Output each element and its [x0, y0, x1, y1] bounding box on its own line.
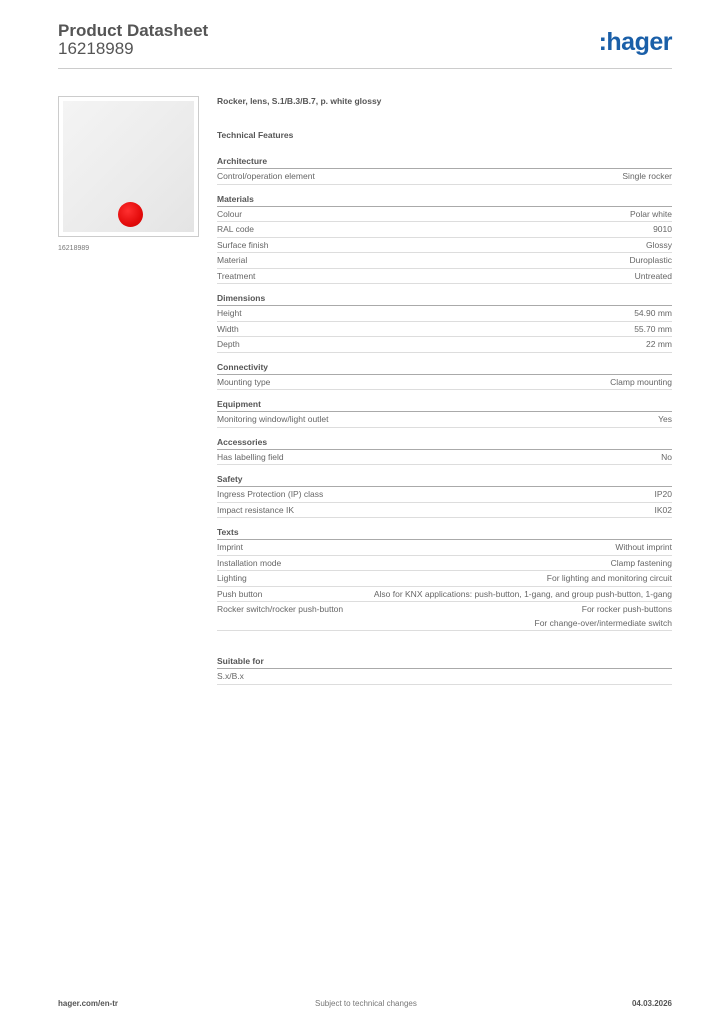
section-suitable — [217, 656, 672, 685]
feature-value: 55.70 mm — [634, 323, 672, 334]
feature-row — [217, 375, 672, 391]
feature-value: IK02 — [654, 504, 672, 515]
footer-date: 04.03.2026 — [631, 999, 672, 1008]
feature-row — [217, 337, 672, 353]
feature-label: Imprint — [217, 542, 243, 552]
feature-row — [217, 587, 672, 603]
footer-url: hager.com/en-tr — [58, 999, 119, 1008]
section-title: Connectivity — [217, 362, 672, 375]
feature-label: Width — [217, 323, 239, 334]
feature-value: Untreated — [634, 270, 672, 281]
logo-text: hager — [606, 28, 672, 56]
feature-value: For rocker push-buttons For change-over/intermediate switch — [534, 604, 672, 628]
feature-value: Single rocker — [622, 171, 672, 181]
section-architecture — [217, 156, 672, 185]
feature-label: Installation mode — [217, 557, 282, 568]
feature-row — [217, 450, 672, 466]
section-dimensions — [217, 293, 672, 353]
feature-row — [217, 503, 672, 519]
feature-value: Duroplastic — [629, 255, 672, 265]
section-title: Suitable for — [217, 656, 672, 669]
feature-value: 22 mm — [646, 339, 672, 349]
feature-label: Material — [217, 255, 248, 265]
page-title: Product Datasheet — [58, 21, 209, 40]
feature-row — [217, 269, 672, 285]
feature-row — [217, 253, 672, 269]
product-image-frame — [58, 96, 199, 237]
feature-row — [217, 169, 672, 185]
feature-row — [217, 222, 672, 238]
header-divider — [58, 68, 672, 69]
footer-note: Subject to technical changes — [315, 999, 417, 1008]
section-spacer — [217, 640, 672, 656]
feature-label: S.x/B.x — [217, 671, 244, 681]
technical-features-heading: Technical Features — [217, 130, 294, 140]
section-accessories — [217, 437, 672, 466]
section-title: Dimensions — [217, 293, 672, 306]
feature-label: Height — [217, 308, 242, 318]
section-texts — [217, 527, 672, 631]
feature-row — [217, 487, 672, 503]
product-number: 16218989 — [58, 39, 134, 58]
feature-row — [217, 322, 672, 338]
section-title: Texts — [217, 527, 672, 540]
feature-label: Push button — [217, 588, 263, 599]
feature-row — [217, 556, 672, 572]
feature-value: 9010 — [653, 224, 672, 234]
feature-value: Without imprint — [615, 542, 672, 552]
feature-label: Depth — [217, 339, 240, 349]
feature-row — [217, 207, 672, 223]
feature-label: Treatment — [217, 270, 256, 281]
product-name: Rocker, lens, S.1/B.3/B.7, p. white glossy — [217, 96, 382, 106]
section-safety — [217, 474, 672, 518]
feature-value: No — [661, 451, 672, 462]
section-equipment — [217, 399, 672, 428]
feature-value: Clamp mounting — [610, 376, 672, 387]
feature-label: Mounting type — [217, 376, 271, 387]
hager-logo — [599, 28, 672, 57]
feature-label: Ingress Protection (IP) class — [217, 489, 324, 499]
feature-row — [217, 412, 672, 428]
feature-label: Impact resistance IK — [217, 504, 295, 515]
logo-colon: : — [598, 28, 607, 56]
feature-value: Also for KNX applications: push-button, 1-gang, and group push-button, 1-gang — [373, 588, 672, 599]
section-title: Materials — [217, 194, 672, 207]
feature-row — [217, 238, 672, 254]
red-lens-dot — [118, 202, 143, 227]
section-materials — [217, 194, 672, 285]
feature-value: For lighting and monitoring circuit — [546, 573, 672, 583]
section-title: Accessories — [217, 437, 672, 450]
section-title: Safety — [217, 474, 672, 487]
feature-row — [217, 602, 672, 631]
feature-value: 54.90 mm — [634, 308, 672, 318]
feature-row — [217, 306, 672, 322]
feature-value: Clamp fastening — [610, 557, 672, 568]
feature-label: Surface finish — [217, 239, 269, 250]
feature-value — [244, 670, 672, 684]
feature-label: Monitoring window/light outlet — [217, 414, 329, 424]
feature-value: Yes — [658, 414, 672, 424]
feature-value: Polar white — [629, 208, 672, 219]
feature-label: Lighting — [217, 573, 247, 583]
feature-label: Has labelling field — [217, 451, 284, 462]
datasheet-content — [217, 96, 672, 694]
feature-label: Control/operation element — [217, 171, 315, 181]
section-title: Equipment — [217, 399, 672, 412]
feature-sections — [217, 156, 672, 685]
section-title: Architecture — [217, 156, 672, 169]
feature-label: RAL code — [217, 224, 255, 234]
feature-row — [217, 669, 672, 685]
product-image-caption: 16218989 — [58, 245, 90, 252]
feature-row — [217, 540, 672, 556]
product-image — [63, 101, 194, 232]
feature-value: Glossy — [646, 239, 672, 250]
feature-row — [217, 571, 672, 587]
section-connectivity — [217, 362, 672, 391]
feature-label: Colour — [217, 208, 243, 219]
feature-value: IP20 — [654, 489, 672, 499]
feature-label: Rocker switch/rocker push-button — [217, 604, 344, 614]
